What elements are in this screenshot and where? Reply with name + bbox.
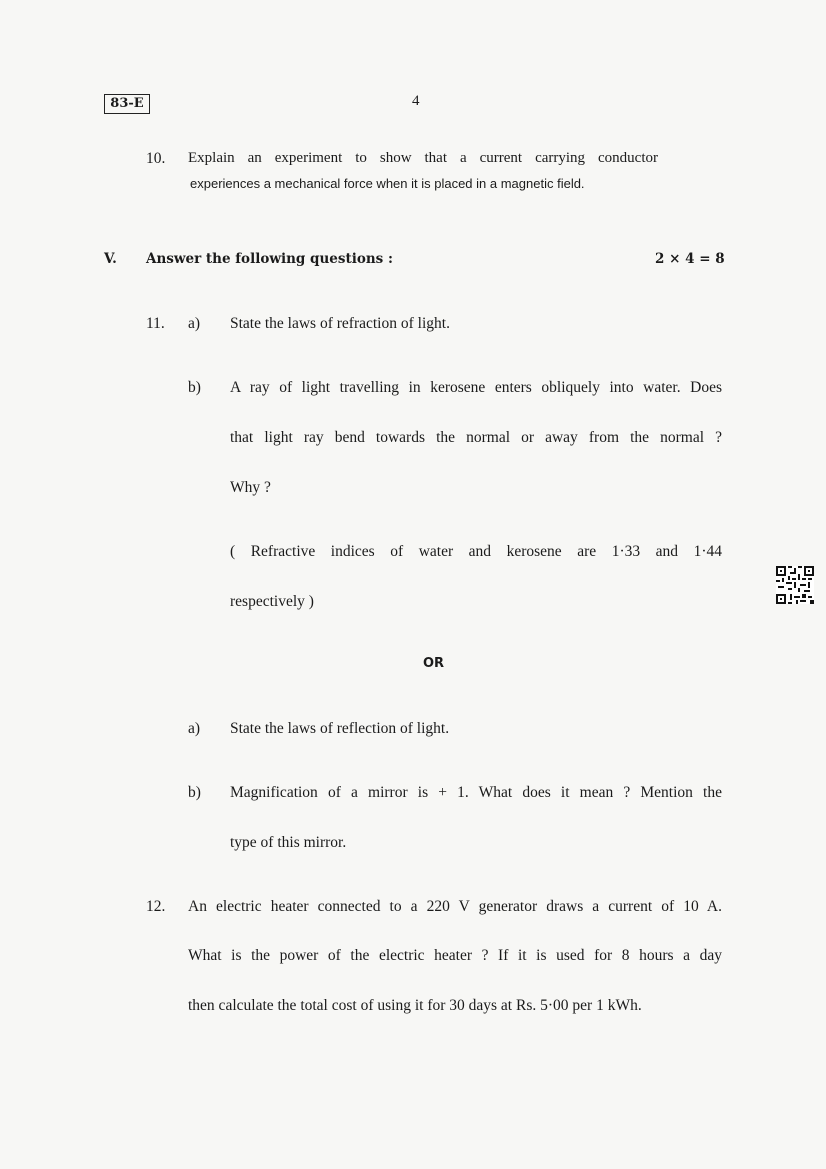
question-11-alt-b-line-1: Magnification of a mirror is + 1. What does it mean ? Mention the	[230, 784, 722, 801]
page-number: 4	[412, 93, 420, 109]
question-11-alt-b-label: b)	[188, 784, 201, 801]
or-separator: OR	[423, 656, 445, 671]
question-11b-note-line-2: respectively )	[230, 593, 314, 610]
paper-code: 83-E	[104, 94, 150, 114]
section-v-marks: 2 × 4 = 8	[655, 251, 725, 267]
question-12-line-1: An electric heater connected to a 220 V generator draws a current of 10 A.	[188, 898, 722, 915]
question-11b-label: b)	[188, 379, 201, 396]
question-11a-label: a)	[188, 315, 201, 332]
question-10-line-1: Explain an experiment to show that a current carrying conductor	[188, 150, 658, 166]
question-11-number: 11.	[146, 315, 165, 332]
section-v-roman: V.	[104, 251, 117, 267]
question-11b-line-1: A ray of light travelling in kerosene enters obliquely into water. Does	[230, 379, 722, 396]
question-11-alt-a-text: State the laws of reflection of light.	[230, 720, 450, 737]
qr-code-icon	[776, 566, 814, 604]
question-11b-line-3: Why ?	[230, 479, 271, 496]
question-12-line-2: What is the power of the electric heater ? If it is used for 8 hours a day	[188, 947, 722, 964]
question-11a-text: State the laws of refraction of light.	[230, 315, 450, 332]
question-10-number: 10.	[146, 150, 166, 167]
section-v-instruction: Answer the following questions :	[146, 251, 393, 267]
question-12-line-3: then calculate the total cost of using it for 30 days at Rs. 5·00 per 1 kWh.	[188, 997, 642, 1014]
question-12-number: 12.	[146, 898, 166, 915]
question-10-line-2: experiences a mechanical force when it is placed in a magnetic field.	[190, 176, 585, 191]
question-11-alt-b-line-2: type of this mirror.	[230, 834, 347, 851]
question-11b-note-line-1: ( Refractive indices of water and kerosene are 1·33 and 1·44	[230, 543, 722, 560]
question-11-alt-a-label: a)	[188, 720, 201, 737]
question-11b-line-2: that light ray bend towards the normal or away from the normal ?	[230, 429, 722, 446]
